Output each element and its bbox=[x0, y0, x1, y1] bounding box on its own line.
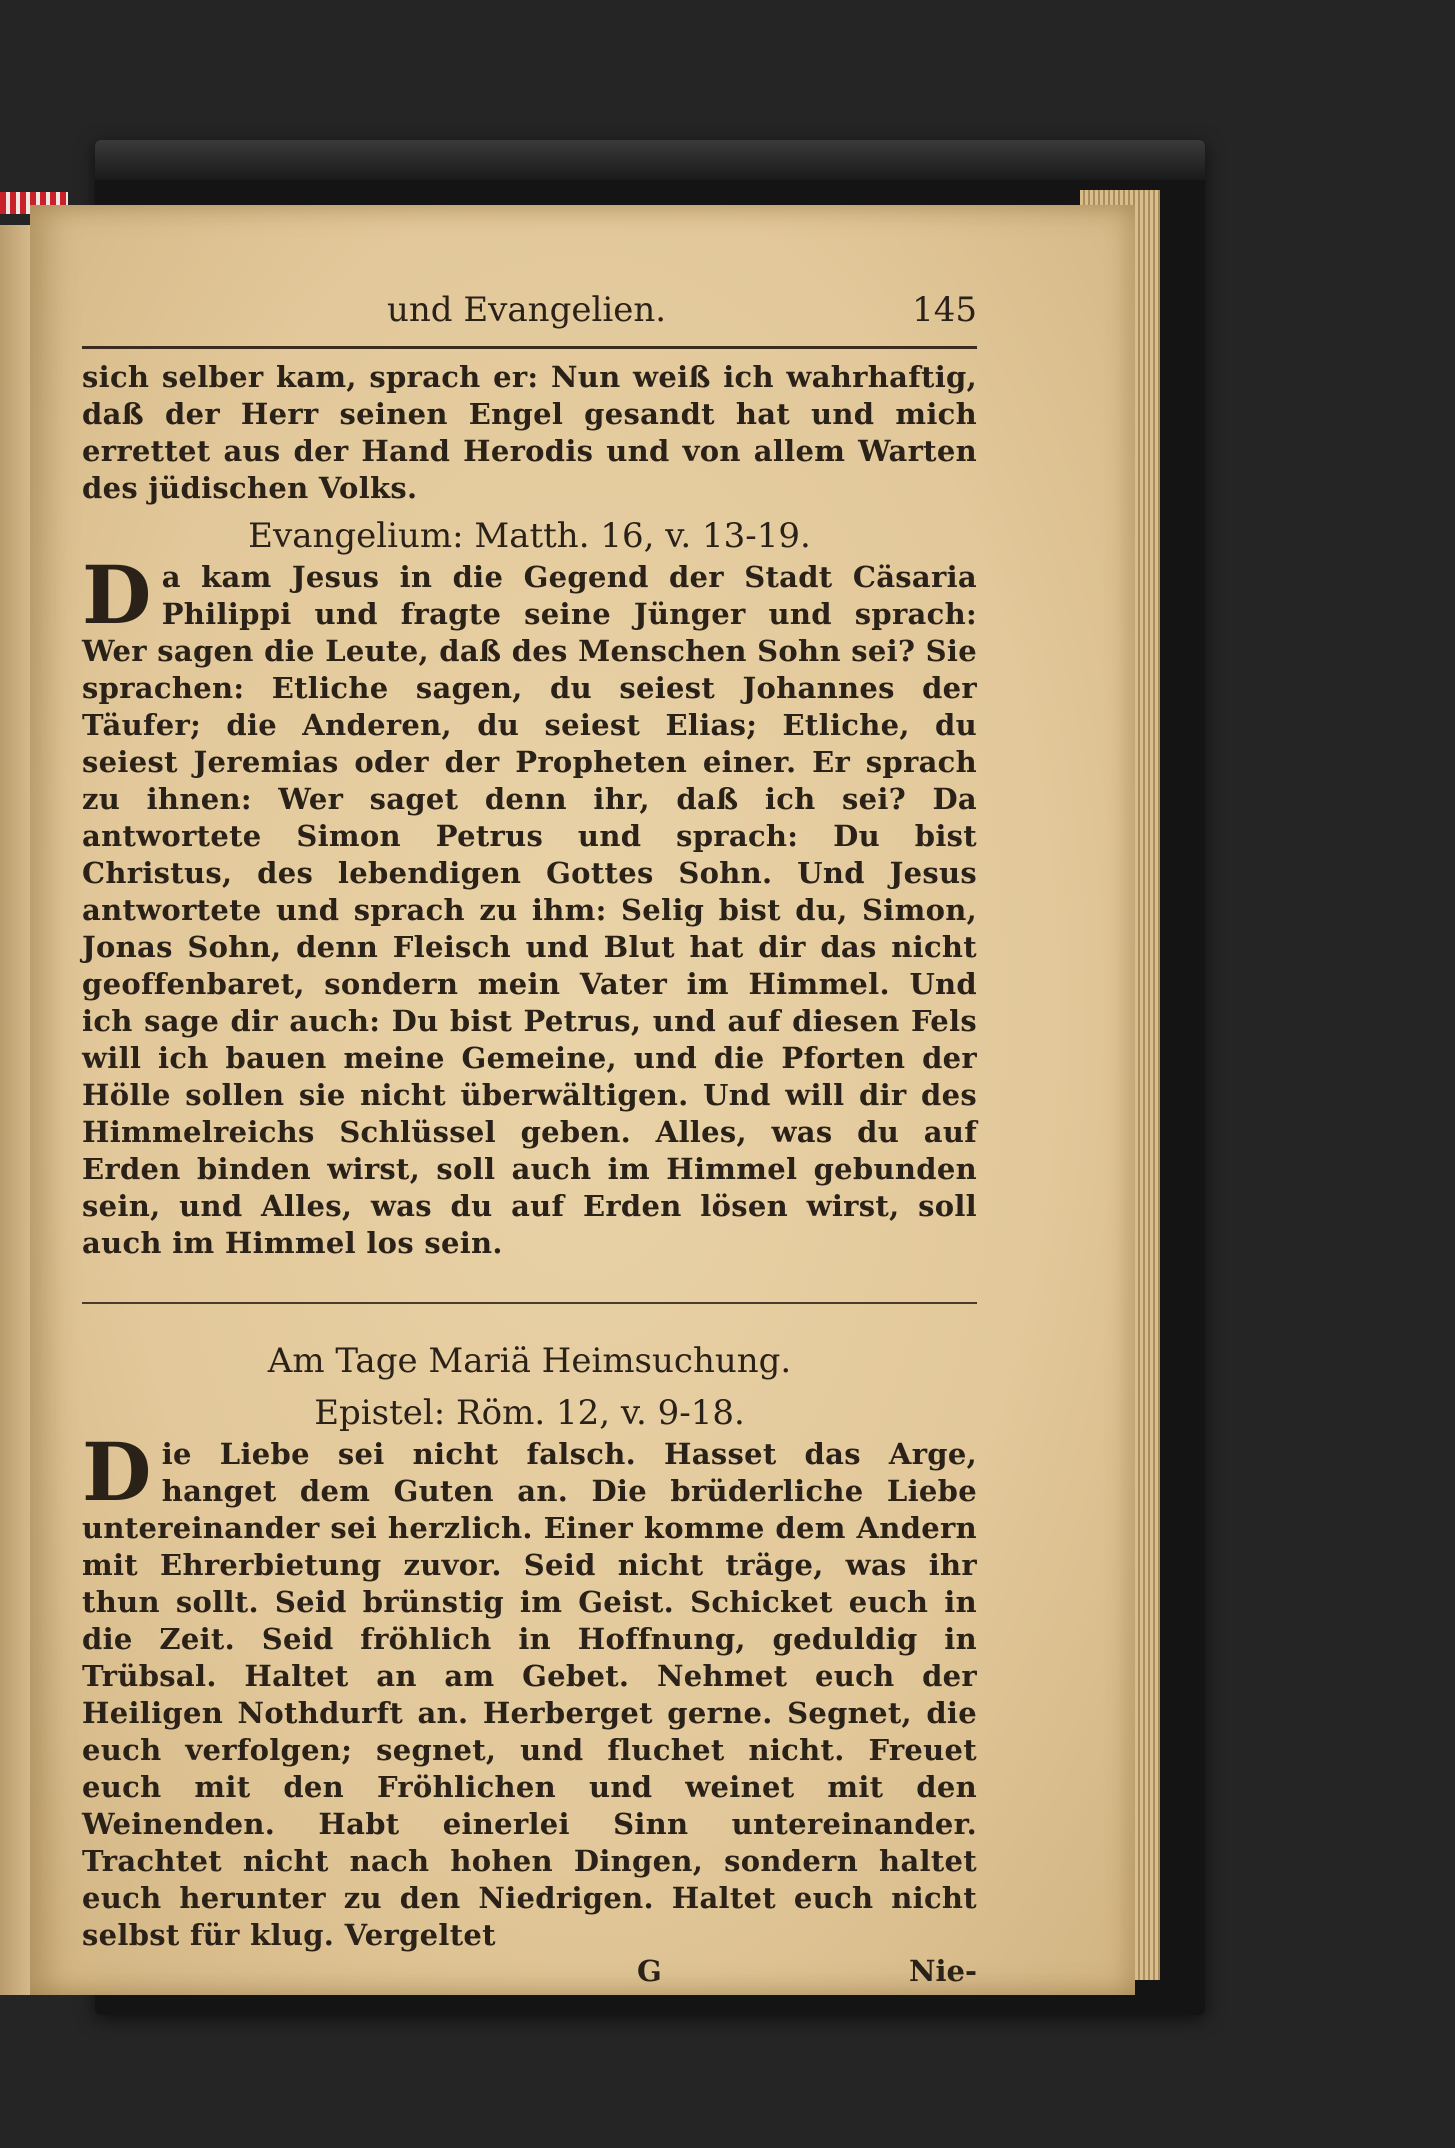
intro-paragraph: sich selber kam, sprach er: Nun weiß ich wahrhaftig, daß der Herr seinen Engel gesandt hat und mich errettet aus der Hand Herodis und von allem Warten des jüdischen Volks. bbox=[82, 360, 977, 505]
page-number: 145 bbox=[912, 290, 977, 330]
epistle-paragraph bbox=[82, 1425, 977, 1954]
epistle-initial: D bbox=[82, 1425, 152, 1519]
page-content bbox=[82, 290, 977, 1994]
running-title: und Evangelien. bbox=[387, 290, 667, 330]
epistle-text: ie Liebe sei nicht falsch. Hasset das Arge, hanget dem Guten an. Die brüderliche Liebe untereinander sei herzlich. Einer komme dem Andern mit Ehrerbietung zuvor. Seid nicht träge, was ihr thun sollt. Seid brünstig im Geist. Schicket euch in die Zeit. Seid fröhlich in Hoffnung, geduldig in Trübsal. Haltet an am Gebet. Nehmet euch der Heiligen Nothdurft an. Herberget gerne. Segnet, die euch verfolgen; segnet, und fluchet nicht. Freuet euch mit den Fröhlichen und weinet mit den Weinenden. Habt einerlei Sinn untereinander. Trachtet nicht nach hohen Dingen, sondern haltet euch herunter zu den Niedrigen. Haltet euch nicht selbst für klug. Vergeltet bbox=[82, 1437, 977, 1952]
gospel-heading: Evangelium: Matth. 16, v. 13-19. bbox=[248, 516, 811, 556]
page-footer bbox=[82, 1954, 977, 1994]
catchword: Nie- bbox=[908, 1954, 977, 1988]
running-head bbox=[82, 290, 977, 342]
section-divider bbox=[82, 1302, 977, 1304]
feast-heading: Am Tage Mariä Heimsuchung. bbox=[267, 1341, 792, 1381]
gospel-text: a kam Jesus in die Gegend der Stadt Cäsaria Philippi und fragte seine Jünger und sprach: Wer sagen die Leute, daß des Menschen Sohn sei? Sie sprachen: Etliche sagen, du seiest Johannes der Täufer; die Anderen, du seiest Elias; Etliche, du seiest Jeremias oder der Propheten einer. Er sprach zu ihnen: Wer saget denn ihr, daß ich sei? Da antwortete Simon Petrus und sprach: Du bist Christus, des lebendigen Gottes Sohn. Und Jesus antwortete und sprach zu ihm: Selig bist du, Simon, Jonas Sohn, denn Fleisch und Blut hat dir das nicht geoffenbaret, sondern mein Vater im Himmel. Und ich sage dir auch: Du bist Petrus, und auf diesen Fels will ich bauen meine Gemeine, und die Pforten der Hölle sollen sie nicht überwältigen. Und will dir des Himmelreichs Schlüssel geben. Alles, was du auf Erden binden wirst, soll auch im Himmel gebunden sein, und Alles, was du auf Erden lösen wirst, soll auch im Himmel los sein. bbox=[82, 560, 977, 1260]
header-rule bbox=[82, 346, 977, 349]
epistle-heading: Epistel: Röm. 12, v. 9-18. bbox=[314, 1393, 745, 1433]
gospel-paragraph bbox=[82, 548, 977, 1262]
book-cover-edge bbox=[95, 140, 1205, 180]
gospel-initial: D bbox=[82, 548, 152, 642]
signature-mark: G bbox=[637, 1954, 662, 1988]
